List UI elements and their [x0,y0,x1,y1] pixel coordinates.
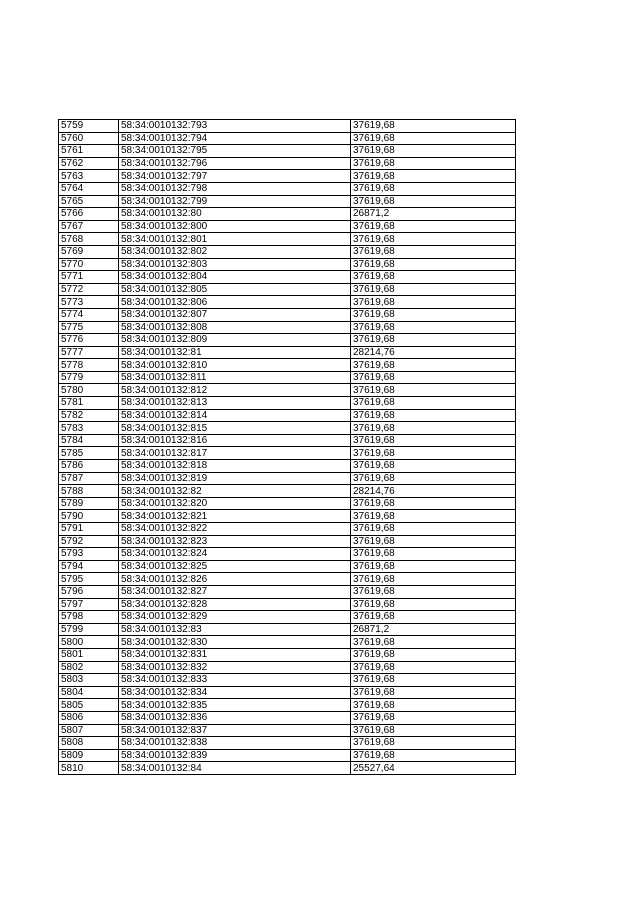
cadastral-number-cell: 58:34:0010132:806 [119,296,351,309]
cadastral-number-cell: 58:34:0010132:805 [119,283,351,296]
cadastral-number-cell: 58:34:0010132:793 [119,120,351,133]
row-number-cell: 5793 [59,548,119,561]
value-cell: 37619,68 [351,510,516,523]
cadastral-number-cell: 58:34:0010132:817 [119,447,351,460]
row-number-cell: 5787 [59,472,119,485]
table-row [59,132,516,145]
value-cell: 37619,68 [351,711,516,724]
cadastral-number-cell: 58:34:0010132:797 [119,170,351,183]
table-row [59,397,516,410]
row-number-cell: 5803 [59,674,119,687]
table-row [59,157,516,170]
value-cell: 37619,68 [351,397,516,410]
table-row [59,699,516,712]
value-cell: 37619,68 [351,170,516,183]
cadastral-number-cell: 58:34:0010132:833 [119,674,351,687]
cadastral-number-cell: 58:34:0010132:825 [119,560,351,573]
value-cell: 37619,68 [351,132,516,145]
row-number-cell: 5788 [59,485,119,498]
cadastral-number-cell: 58:34:0010132:798 [119,182,351,195]
cadastral-number-cell: 58:34:0010132:836 [119,711,351,724]
cadastral-number-cell: 58:34:0010132:795 [119,145,351,158]
cadastral-number-cell: 58:34:0010132:824 [119,548,351,561]
row-number-cell: 5777 [59,346,119,359]
data-table [58,119,516,775]
cadastral-number-cell: 58:34:0010132:829 [119,611,351,624]
table-row [59,560,516,573]
table-row [59,120,516,133]
table-row [59,208,516,221]
row-number-cell: 5774 [59,308,119,321]
table-row [59,321,516,334]
table-row [59,674,516,687]
value-cell: 37619,68 [351,220,516,233]
table-row [59,220,516,233]
row-number-cell: 5801 [59,648,119,661]
table-row [59,686,516,699]
value-cell: 37619,68 [351,523,516,536]
value-cell: 37619,68 [351,535,516,548]
value-cell: 37619,68 [351,636,516,649]
table-row [59,585,516,598]
value-cell: 37619,68 [351,648,516,661]
table-row [59,460,516,473]
value-cell: 37619,68 [351,245,516,258]
value-cell: 37619,68 [351,472,516,485]
cadastral-number-cell: 58:34:0010132:796 [119,157,351,170]
value-cell: 37619,68 [351,422,516,435]
row-number-cell: 5767 [59,220,119,233]
value-cell: 37619,68 [351,447,516,460]
table-row [59,371,516,384]
row-number-cell: 5765 [59,195,119,208]
value-cell: 37619,68 [351,460,516,473]
row-number-cell: 5810 [59,762,119,775]
row-number-cell: 5805 [59,699,119,712]
value-cell: 37619,68 [351,384,516,397]
row-number-cell: 5779 [59,371,119,384]
row-number-cell: 5800 [59,636,119,649]
value-cell: 37619,68 [351,182,516,195]
row-number-cell: 5773 [59,296,119,309]
row-number-cell: 5791 [59,523,119,536]
row-number-cell: 5776 [59,334,119,347]
value-cell: 37619,68 [351,195,516,208]
cadastral-number-cell: 58:34:0010132:83 [119,623,351,636]
row-number-cell: 5783 [59,422,119,435]
row-number-cell: 5789 [59,497,119,510]
value-cell: 37619,68 [351,674,516,687]
cadastral-number-cell: 58:34:0010132:822 [119,523,351,536]
value-cell: 37619,68 [351,699,516,712]
row-number-cell: 5759 [59,120,119,133]
value-cell: 37619,68 [351,371,516,384]
row-number-cell: 5782 [59,409,119,422]
value-cell: 37619,68 [351,749,516,762]
table-row [59,523,516,536]
cadastral-number-cell: 58:34:0010132:828 [119,598,351,611]
cadastral-number-cell: 58:34:0010132:810 [119,359,351,372]
value-cell: 37619,68 [351,548,516,561]
row-number-cell: 5798 [59,611,119,624]
table-row [59,548,516,561]
cadastral-number-cell: 58:34:0010132:827 [119,585,351,598]
row-number-cell: 5804 [59,686,119,699]
value-cell: 37619,68 [351,611,516,624]
table-row [59,245,516,258]
row-number-cell: 5785 [59,447,119,460]
cadastral-number-cell: 58:34:0010132:804 [119,271,351,284]
row-number-cell: 5796 [59,585,119,598]
table-row [59,195,516,208]
cadastral-number-cell: 58:34:0010132:808 [119,321,351,334]
value-cell: 37619,68 [351,585,516,598]
value-cell: 37619,68 [351,434,516,447]
table-row [59,434,516,447]
row-number-cell: 5768 [59,233,119,246]
table-row [59,233,516,246]
cadastral-number-cell: 58:34:0010132:818 [119,460,351,473]
cadastral-number-cell: 58:34:0010132:802 [119,245,351,258]
row-number-cell: 5766 [59,208,119,221]
value-cell: 37619,68 [351,598,516,611]
cadastral-number-cell: 58:34:0010132:831 [119,648,351,661]
value-cell: 37619,68 [351,661,516,674]
cadastral-number-cell: 58:34:0010132:799 [119,195,351,208]
table-row [59,409,516,422]
value-cell: 28214,76 [351,485,516,498]
cadastral-number-cell: 58:34:0010132:80 [119,208,351,221]
cadastral-number-cell: 58:34:0010132:813 [119,397,351,410]
row-number-cell: 5761 [59,145,119,158]
table-row [59,258,516,271]
cadastral-number-cell: 58:34:0010132:837 [119,724,351,737]
value-cell: 37619,68 [351,359,516,372]
row-number-cell: 5795 [59,573,119,586]
value-cell: 37619,68 [351,724,516,737]
row-number-cell: 5769 [59,245,119,258]
value-cell: 37619,68 [351,409,516,422]
cadastral-number-cell: 58:34:0010132:794 [119,132,351,145]
row-number-cell: 5786 [59,460,119,473]
value-cell: 26871,2 [351,208,516,221]
row-number-cell: 5762 [59,157,119,170]
row-number-cell: 5802 [59,661,119,674]
table-row [59,359,516,372]
table-row [59,762,516,775]
value-cell: 37619,68 [351,120,516,133]
table-row [59,711,516,724]
table-row [59,384,516,397]
cadastral-number-cell: 58:34:0010132:839 [119,749,351,762]
cadastral-number-cell: 58:34:0010132:838 [119,737,351,750]
table-row [59,737,516,750]
row-number-cell: 5794 [59,560,119,573]
table-row [59,648,516,661]
row-number-cell: 5781 [59,397,119,410]
value-cell: 37619,68 [351,334,516,347]
row-number-cell: 5792 [59,535,119,548]
row-number-cell: 5808 [59,737,119,750]
table-row [59,598,516,611]
cadastral-number-cell: 58:34:0010132:835 [119,699,351,712]
table-row [59,623,516,636]
cadastral-number-cell: 58:34:0010132:803 [119,258,351,271]
value-cell: 37619,68 [351,157,516,170]
row-number-cell: 5764 [59,182,119,195]
row-number-cell: 5799 [59,623,119,636]
cadastral-number-cell: 58:34:0010132:826 [119,573,351,586]
value-cell: 25527,64 [351,762,516,775]
table-row [59,283,516,296]
value-cell: 26871,2 [351,623,516,636]
value-cell: 37619,68 [351,686,516,699]
row-number-cell: 5807 [59,724,119,737]
row-number-cell: 5778 [59,359,119,372]
value-cell: 37619,68 [351,308,516,321]
value-cell: 37619,68 [351,573,516,586]
value-cell: 37619,68 [351,233,516,246]
value-cell: 37619,68 [351,737,516,750]
value-cell: 37619,68 [351,145,516,158]
row-number-cell: 5780 [59,384,119,397]
row-number-cell: 5775 [59,321,119,334]
cadastral-number-cell: 58:34:0010132:815 [119,422,351,435]
table-row [59,535,516,548]
value-cell: 37619,68 [351,497,516,510]
table-row [59,308,516,321]
row-number-cell: 5771 [59,271,119,284]
table-row [59,346,516,359]
table-row [59,145,516,158]
row-number-cell: 5770 [59,258,119,271]
table-row [59,271,516,284]
cadastral-number-cell: 58:34:0010132:820 [119,497,351,510]
row-number-cell: 5797 [59,598,119,611]
row-number-cell: 5772 [59,283,119,296]
row-number-cell: 5809 [59,749,119,762]
table-row [59,510,516,523]
table-row [59,485,516,498]
cadastral-number-cell: 58:34:0010132:819 [119,472,351,485]
cadastral-number-cell: 58:34:0010132:834 [119,686,351,699]
cadastral-number-cell: 58:34:0010132:823 [119,535,351,548]
cadastral-number-cell: 58:34:0010132:800 [119,220,351,233]
table-row [59,749,516,762]
table-row [59,661,516,674]
table-row [59,334,516,347]
table-row [59,636,516,649]
table-row [59,724,516,737]
table-row [59,447,516,460]
table-row [59,296,516,309]
table-row [59,182,516,195]
cadastral-number-cell: 58:34:0010132:830 [119,636,351,649]
cadastral-number-cell: 58:34:0010132:814 [119,409,351,422]
cadastral-number-cell: 58:34:0010132:809 [119,334,351,347]
value-cell: 28214,76 [351,346,516,359]
table-row [59,422,516,435]
cadastral-number-cell: 58:34:0010132:84 [119,762,351,775]
row-number-cell: 5763 [59,170,119,183]
table-row [59,170,516,183]
cadastral-number-cell: 58:34:0010132:801 [119,233,351,246]
cadastral-number-cell: 58:34:0010132:81 [119,346,351,359]
table-row [59,497,516,510]
value-cell: 37619,68 [351,560,516,573]
row-number-cell: 5760 [59,132,119,145]
value-cell: 37619,68 [351,296,516,309]
cadastral-number-cell: 58:34:0010132:812 [119,384,351,397]
cadastral-number-cell: 58:34:0010132:82 [119,485,351,498]
cadastral-number-cell: 58:34:0010132:821 [119,510,351,523]
cadastral-number-cell: 58:34:0010132:832 [119,661,351,674]
table-row [59,611,516,624]
cadastral-number-cell: 58:34:0010132:807 [119,308,351,321]
table-row [59,472,516,485]
row-number-cell: 5784 [59,434,119,447]
table-row [59,573,516,586]
row-number-cell: 5790 [59,510,119,523]
cadastral-number-cell: 58:34:0010132:816 [119,434,351,447]
row-number-cell: 5806 [59,711,119,724]
cadastral-number-cell: 58:34:0010132:811 [119,371,351,384]
value-cell: 37619,68 [351,271,516,284]
value-cell: 37619,68 [351,283,516,296]
table-body [59,120,516,775]
value-cell: 37619,68 [351,321,516,334]
value-cell: 37619,68 [351,258,516,271]
